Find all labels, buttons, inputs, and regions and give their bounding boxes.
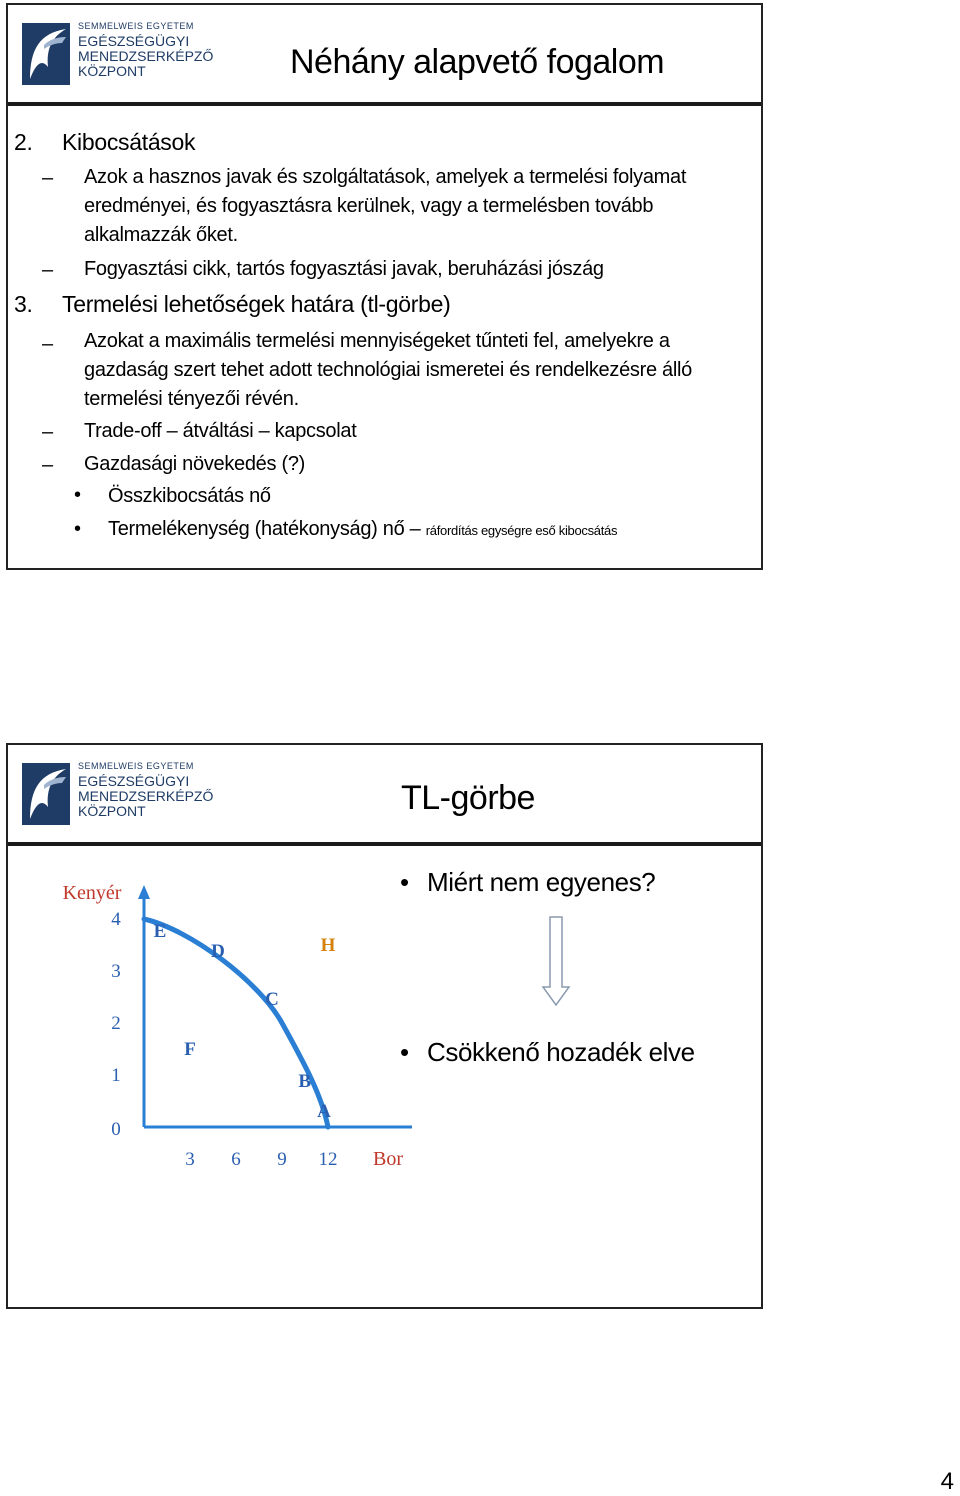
section-number: 2. bbox=[14, 129, 33, 155]
slide-content bbox=[8, 5, 761, 568]
bullet-small-text: ráfordítás egységre eső kibocsátás bbox=[425, 523, 618, 538]
list-item-text: Trade-off – átváltási – kapcsolat bbox=[84, 420, 357, 442]
x-axis-label: Bor bbox=[373, 1148, 403, 1170]
list-item-text: Gazdasági növekedés (?) bbox=[84, 453, 306, 475]
slide-2 bbox=[6, 743, 763, 1309]
slide-title: TL-görbe bbox=[401, 779, 535, 817]
y-axis-arrowhead bbox=[138, 885, 150, 899]
question-text: Miért nem egyenes? bbox=[427, 867, 656, 897]
bullet-marker: • bbox=[400, 867, 410, 897]
logo-emblem-icon bbox=[22, 759, 74, 829]
list-item-text: Azokat a maximális termelési mennyiségeket tűnteti fel, amelyekre a gazdaság szert tehet adott technológiai ismeretei és rendelkezésre álló termelési tényezői révén. bbox=[84, 330, 692, 410]
bullet-main-text: Termelékenység (hatékonyság) nő – bbox=[108, 518, 426, 540]
x-tick-label: 9 bbox=[277, 1149, 287, 1170]
section-number: 3. bbox=[14, 291, 33, 317]
dash-marker: – bbox=[42, 333, 53, 355]
section-heading: Kibocsátások bbox=[62, 129, 196, 155]
x-tick-label: 3 bbox=[185, 1149, 195, 1170]
dash-marker: – bbox=[42, 421, 53, 443]
y-tick-label: 3 bbox=[111, 961, 121, 982]
dash-marker: – bbox=[42, 454, 53, 476]
off-curve-point-label: H bbox=[320, 935, 336, 956]
list-item-text: Fogyasztási cikk, tartós fogyasztási javak, beruházási jószág bbox=[84, 258, 604, 280]
y-tick-label: 2 bbox=[111, 1013, 121, 1034]
curve-point-label: C bbox=[265, 989, 279, 1010]
bullet-marker: • bbox=[400, 1037, 410, 1067]
logo-line-3: MENEDZSERKÉPZŐ bbox=[78, 48, 214, 65]
section-heading: Termelési lehetőségek határa (tl-görbe) bbox=[62, 291, 451, 317]
logo-text bbox=[78, 759, 213, 819]
list-item-text: Azok a hasznos javak és szolgáltatások, amelyek a termelési folyamat eredményei, és fogyasztásra kerülnek, vagy a termelésben tovább alkalmazzák őket. bbox=[84, 166, 687, 246]
curve-point-label: A bbox=[317, 1101, 331, 1122]
y-tick-label: 0 bbox=[111, 1119, 121, 1140]
curve-point-label: D bbox=[211, 941, 225, 962]
dash-marker: – bbox=[42, 259, 53, 281]
logo-line-4: KÖZPONT bbox=[78, 802, 146, 819]
curve-point-label: E bbox=[153, 921, 167, 942]
logo-line-1: SEMMELWEIS EGYETEM bbox=[78, 21, 194, 31]
slide-1 bbox=[6, 3, 763, 570]
page-number: 4 bbox=[940, 1468, 954, 1495]
ppf-curve bbox=[144, 919, 328, 1127]
curve-point-label: B bbox=[298, 1071, 312, 1092]
answer-text: Csökkenő hozadék elve bbox=[427, 1037, 695, 1067]
ppf-chart bbox=[48, 875, 428, 1175]
bullet-marker: • bbox=[74, 484, 81, 506]
y-axis-label: Kenyér bbox=[62, 882, 122, 904]
slide-header bbox=[8, 745, 761, 845]
y-tick-label: 4 bbox=[111, 909, 121, 930]
off-curve-point-label: F bbox=[184, 1039, 196, 1060]
header-divider bbox=[8, 842, 761, 846]
dash-marker: – bbox=[42, 167, 53, 189]
bullet-text: Összkibocsátás nő bbox=[108, 485, 271, 507]
slide-title: Néhány alapvető fogalom bbox=[290, 43, 665, 81]
bullet-marker: • bbox=[74, 518, 81, 540]
institution-logo bbox=[22, 759, 214, 831]
x-tick-label: 6 bbox=[231, 1149, 241, 1170]
logo-line-3: MENEDZSERKÉPZŐ bbox=[78, 788, 214, 805]
y-tick-label: 1 bbox=[111, 1065, 121, 1086]
down-arrow-icon bbox=[541, 915, 571, 1007]
logo-line-1: SEMMELWEIS EGYETEM bbox=[78, 761, 194, 771]
logo-line-2: EGÉSZSÉGÜGYI bbox=[78, 33, 190, 50]
logo-line-4: KÖZPONT bbox=[78, 62, 146, 79]
logo-line-2: EGÉSZSÉGÜGYI bbox=[78, 773, 190, 790]
x-tick-label: 12 bbox=[318, 1149, 338, 1170]
bullet-text bbox=[108, 515, 758, 545]
